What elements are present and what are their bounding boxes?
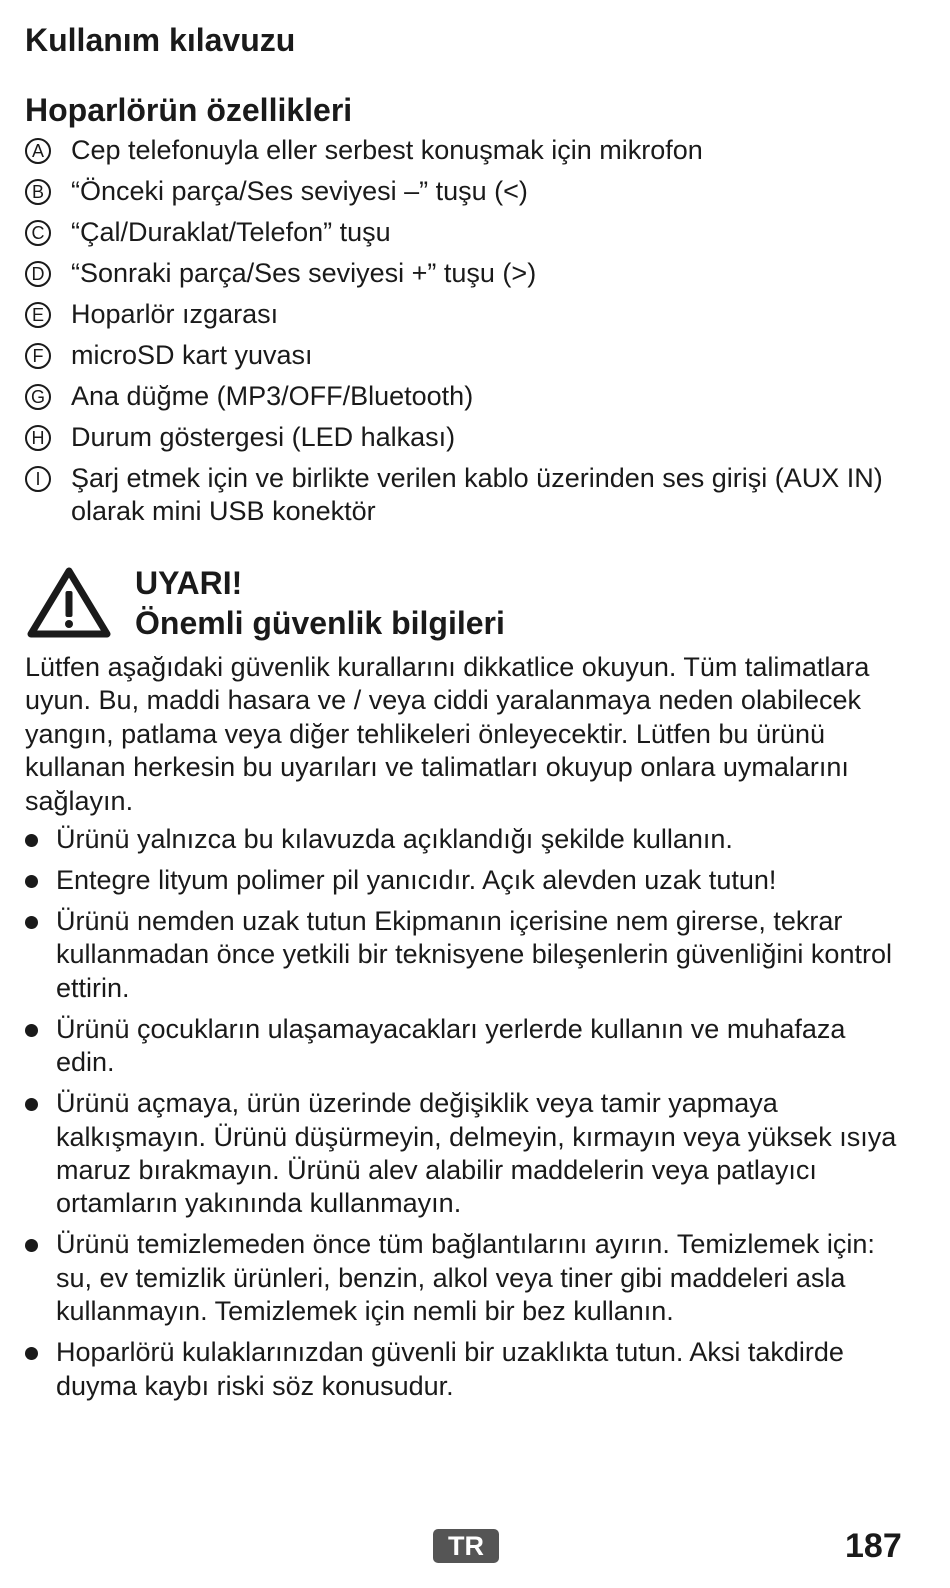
feature-text: Durum göstergesi (LED halkası) [71, 422, 456, 452]
safety-text: Entegre lityum polimer pil yanıcıdır. Açık alevden uzak tutun! [56, 865, 777, 895]
circled-letter: E [25, 302, 51, 328]
circled-letter: D [25, 261, 51, 287]
feature-item [25, 257, 905, 290]
circled-letter: A [25, 138, 51, 164]
safety-item [25, 1087, 905, 1221]
circled-letter: I [25, 466, 51, 492]
feature-text: “Önceki parça/Ses seviyesi –” tuşu (<) [71, 176, 528, 206]
feature-item [25, 380, 905, 413]
safety-text: Hoparlörü kulaklarınızdan güvenli bir uzaklıkta tutun. Aksi takdirde duyma kaybı riski söz konusudur. [56, 1337, 844, 1401]
feature-item [25, 216, 905, 249]
feature-text: Hoparlör ızgarası [71, 299, 279, 329]
safety-text: Ürünü yalnızca bu kılavuzda açıklandığı şekilde kullanın. [56, 824, 733, 854]
warning-heading: UYARI! [135, 565, 243, 601]
feature-text: “Çal/Duraklat/Telefon” tuşu [71, 217, 391, 247]
feature-text: Ana düğme (MP3/OFF/Bluetooth) [71, 381, 474, 411]
feature-item [25, 134, 905, 167]
bullet-icon [25, 1024, 38, 1037]
bullet-icon [25, 834, 38, 847]
features-heading: Hoparlörün özellikleri [25, 92, 353, 128]
safety-item [25, 1228, 905, 1328]
feature-text: microSD kart yuvası [71, 340, 313, 370]
safety-text: Ürünü açmaya, ürün üzerinde değişiklik veya tamir yapmaya kalkışmayın. Ürünü düşürmeyin, delmeyin, kırmayın veya yüksek ısıya maruz bırakmayın. Ürünü alev alabilir maddelerin veya patlayıcı ortamların yakınında kullanmayın. [56, 1088, 897, 1219]
warning-triangle-icon [27, 566, 111, 638]
safety-item [25, 823, 905, 856]
bullet-icon [25, 1098, 38, 1111]
feature-item [25, 339, 905, 372]
circled-letter: B [25, 179, 51, 205]
circled-letter: C [25, 220, 51, 246]
language-badge: TR [433, 1529, 499, 1563]
warning-subheading: Önemli güvenlik bilgileri [135, 605, 505, 641]
bullet-icon [25, 875, 38, 888]
features-list [25, 134, 905, 536]
safety-item [25, 864, 905, 897]
circled-letter: G [25, 384, 51, 410]
circled-letter: F [25, 343, 51, 369]
feature-item [25, 298, 905, 331]
feature-text: “Sonraki parça/Ses seviyesi +” tuşu (>) [71, 258, 537, 288]
bullet-icon [25, 916, 38, 929]
bullet-icon [25, 1239, 38, 1252]
feature-item [25, 462, 905, 528]
feature-text: Cep telefonuyla eller serbest konuşmak için mikrofon [71, 135, 703, 165]
safety-item [25, 1013, 905, 1080]
safety-item [25, 1336, 905, 1403]
page-title: Kullanım kılavuzu [25, 22, 296, 58]
circled-letter: H [25, 425, 51, 451]
safety-text: Ürünü nemden uzak tutun Ekipmanın içerisine nem girerse, tekrar kullanmadan önce yetkili bir teknisyene bileşenlerin güvenliğini kontrol ettirin. [56, 906, 892, 1003]
safety-list [25, 823, 905, 1411]
feature-item [25, 175, 905, 208]
feature-item [25, 421, 905, 454]
safety-intro: Lütfen aşağıdaki güvenlik kurallarını dikkatlice okuyun. Tüm talimatlara uyun. Bu, maddi hasara ve / veya ciddi yaralanmaya neden olabilecek yangın, patlama veya diğer tehlikeleri önleyecektir. Lütfen bu ürünü kullanan herkesin bu uyarıları ve talimatları okuyup onlara uymalarını sağlayın. [25, 652, 870, 816]
safety-text: Ürünü temizlemeden önce tüm bağlantılarını ayırın. Temizlemek için: su, ev temizlik ürünleri, benzin, alkol veya tiner gibi maddeleri asla kullanmayın. Temizlemek için nemli bir bez kullanın. [56, 1229, 875, 1327]
safety-text: Ürünü çocukların ulaşamayacakları yerlerde kullanın ve muhafaza edin. [56, 1013, 846, 1078]
feature-text: Şarj etmek için ve birlikte verilen kablo üzerinden ses girişi (AUX IN) olarak mini USB konektör [71, 463, 883, 526]
bullet-icon [25, 1347, 38, 1360]
safety-item [25, 905, 905, 1005]
page-number: 187 [845, 1527, 902, 1565]
